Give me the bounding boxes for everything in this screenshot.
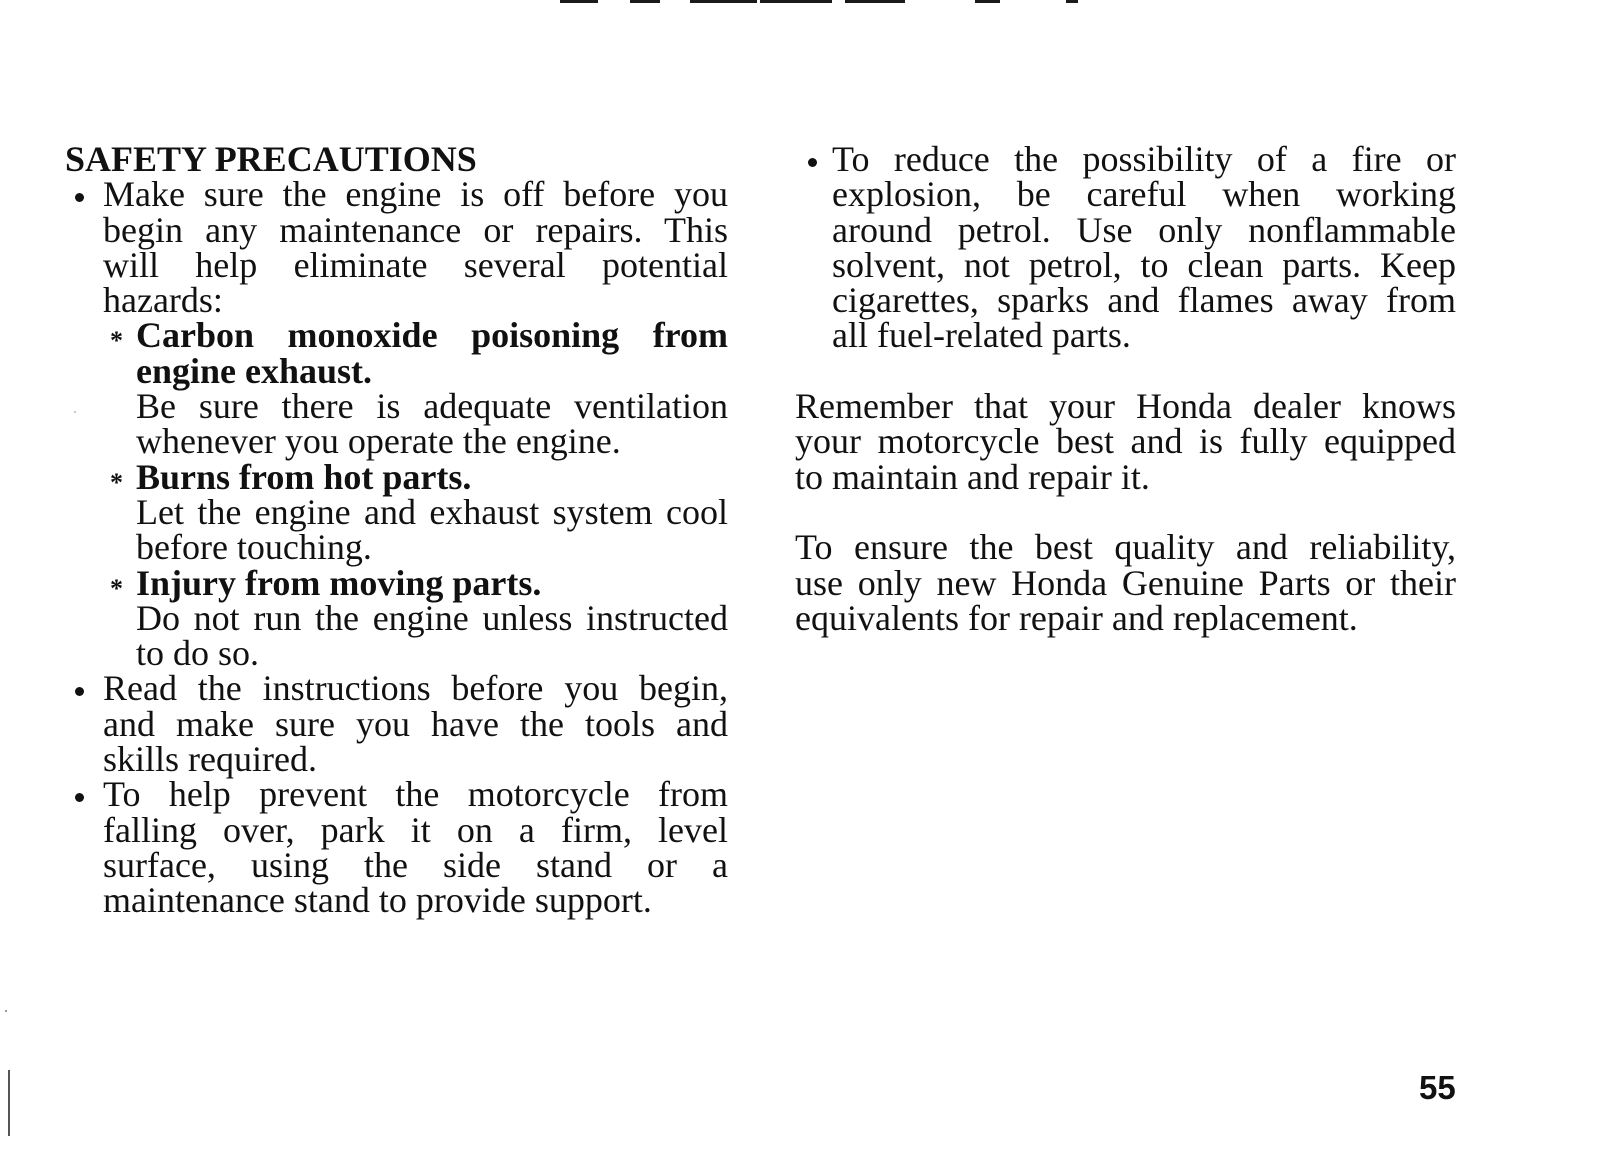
text-line: equivalents for repair and replacement.: [795, 597, 1358, 638]
text-line: falling over, park it on a firm, level: [103, 809, 728, 850]
bullet-icon: [75, 687, 84, 696]
text-line: To help prevent the motorcycle from: [103, 774, 728, 815]
hazard-body-line: Let the engine and exhaust system cool: [136, 491, 728, 532]
rule-fragment: [975, 0, 1000, 3]
precaution-item: [65, 668, 728, 780]
bullet-icon: [75, 793, 84, 802]
text-line: To ensure the best quality and reliability,: [795, 527, 1456, 568]
bullet-icon: [75, 193, 84, 202]
hazard-body-line: whenever you operate the engine.: [136, 421, 621, 462]
text-line: cigarettes, sparks and flames away from: [832, 280, 1456, 321]
hazard-body-line: Be sure there is adequate ventilation: [136, 386, 728, 427]
right-column: [795, 139, 1456, 638]
text-line: to maintain and repair it.: [795, 456, 1150, 497]
margin-mark: [8, 1070, 10, 1136]
asterisk-marker: *: [110, 467, 123, 497]
dealer-paragraph: [795, 386, 1456, 497]
text-line: surface, using the side stand or a: [103, 844, 728, 885]
text-line: and make sure you have the tools and: [103, 703, 728, 744]
text-line: skills required.: [103, 739, 317, 780]
hazard-title-line: Injury from moving parts.: [136, 562, 542, 603]
asterisk-marker: *: [110, 326, 123, 356]
hazard-item: [103, 456, 728, 568]
hazard-item: [103, 562, 728, 674]
scan-speck: [5, 1010, 7, 1012]
precaution-item: [795, 139, 1456, 356]
text-line: Make sure the engine is off before you: [103, 174, 728, 215]
asterisk-marker: *: [110, 573, 123, 603]
left-column: [65, 139, 728, 921]
text-line: will help eliminate several potential: [103, 244, 728, 285]
rule-fragment: [630, 0, 660, 3]
text-line: maintenance stand to provide support.: [103, 880, 652, 921]
rule-fragment: [1066, 0, 1078, 3]
text-line: use only new Honda Genuine Parts or their: [795, 562, 1456, 603]
rule-fragment: [760, 0, 832, 3]
text-line: begin any maintenance or repairs. This: [103, 209, 728, 250]
text-line: your motorcycle best and is fully equipped: [795, 421, 1456, 462]
rule-fragment: [560, 0, 598, 3]
hazard-item: [103, 315, 728, 462]
hazard-title-line: Carbon monoxide poisoning from: [136, 315, 728, 356]
text-line: Read the instructions before you begin,: [103, 668, 728, 709]
hazard-title-line: Burns from hot parts.: [136, 456, 472, 497]
hazard-body-line: before touching.: [136, 527, 372, 568]
page-number: 55: [1419, 1069, 1456, 1106]
section-heading: SAFETY PRECAUTIONS: [65, 139, 477, 179]
precaution-item: [65, 774, 728, 921]
hazard-body-line: to do so.: [136, 633, 260, 674]
text-line: all fuel-related parts.: [832, 315, 1131, 356]
text-line: around petrol. Use only nonflammable: [832, 209, 1456, 250]
text-line: Remember that your Honda dealer knows: [795, 386, 1456, 427]
text-line: To reduce the possibility of a fire or: [832, 139, 1456, 179]
precaution-item: [65, 174, 728, 674]
text-line: solvent, not petrol, to clean parts. Keep: [832, 244, 1456, 285]
genuine-parts-paragraph: [795, 527, 1456, 638]
bullet-icon: [808, 158, 817, 167]
hazard-title-line: engine exhaust.: [136, 350, 373, 391]
hazard-body-line: Do not run the engine unless instructed: [136, 597, 728, 638]
rule-fragment: [690, 0, 757, 3]
text-line: hazards:: [103, 280, 223, 321]
rule-fragment: [845, 0, 905, 3]
text-line: explosion, be careful when working: [832, 174, 1456, 215]
